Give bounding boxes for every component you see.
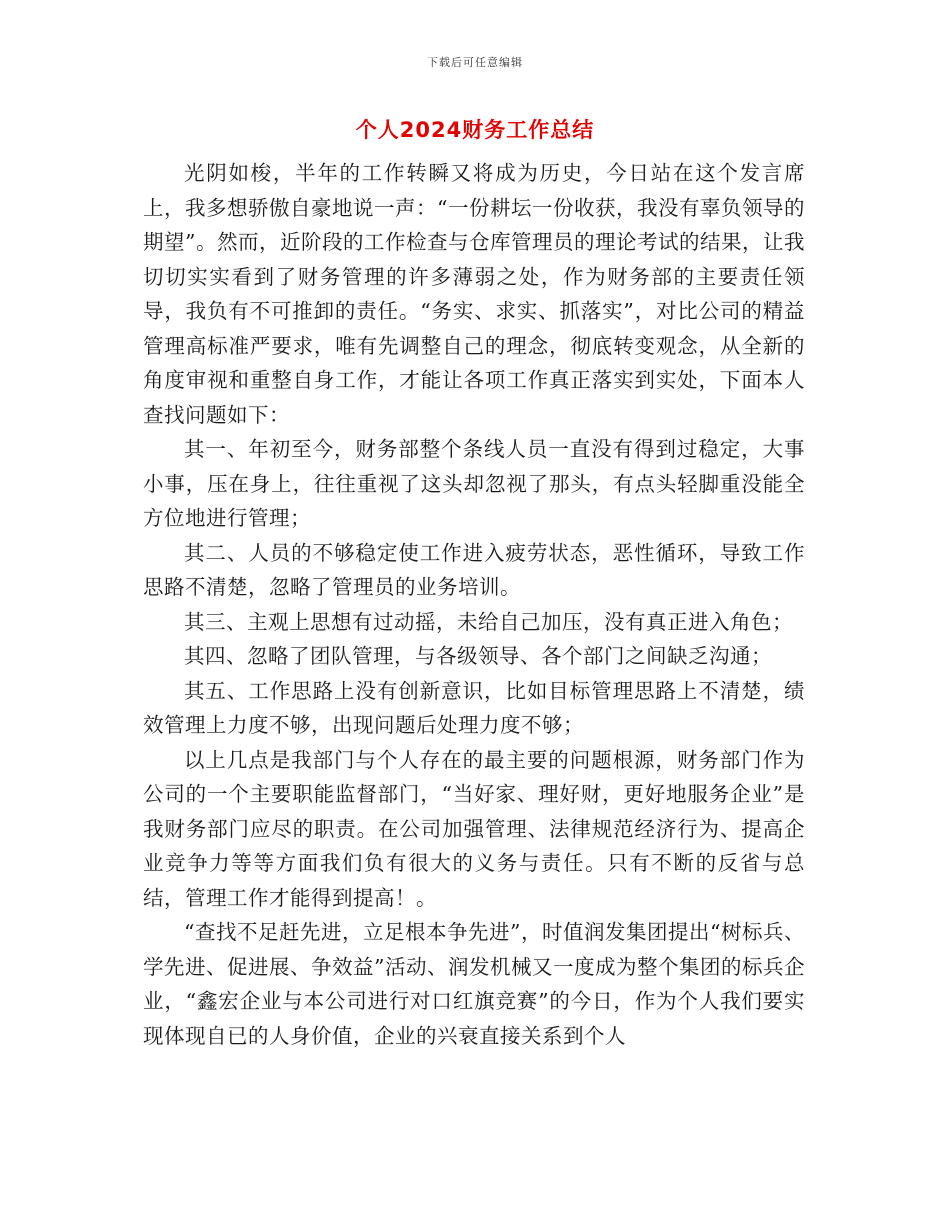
paragraph: 其五、工作思路上没有创新意识，比如目标管理思路上不清楚，绩效管理上力度不够，出现问题后处理力度不够； bbox=[143, 678, 805, 737]
paragraph: 其四、忽略了团队管理，与各级领导、各个部门之间缺乏沟通； bbox=[184, 644, 772, 668]
paragraph: 光阴如梭，半年的工作转瞬又将成为历史，今日站在这个发言席上，我多想骄傲自豪地说一声：“一份耕坛一份收获，我没有辜负领导的期望”。然而，近阶段的工作检查与仓库管理员的理论考试的结果，让我切切实实看到了财务管理的许多薄弱之处，作为财务部的主要责任领导，我负有不可推卸的责任。“务实、求实、抓落实”，对比公司的精益管理高标准严要求，唯有先调整自己的理念，彻底转变观念，从全新的角度审视和重整自身工作，才能让各项工作真正落实到实处，下面本人查找问题如下： bbox=[143, 161, 805, 427]
paragraph: “查找不足赶先进，立足根本争先进”，时值润发集团提出“树标兵、学先进、促进展、争效益”活动、润发机械又一度成为整个集团的标兵企业，“鑫宏企业与本公司进行对口红旗竞赛”的今日，作为个人我们要实现体现自已的人身价值，企业的兴衰直接关系到个人 bbox=[143, 920, 805, 1048]
paragraph: 以上几点是我部门与个人存在的最主要的问题根源，财务部门作为公司的一个主要职能监督部门，“当好家、理好财，更好地服务企业”是我财务部门应尽的职责。在公司加强管理、法律规范经济行为、提高企业竞争力等等方面我们负有很大的义务与责任。只有不断的反省与总结，管理工作才能得到提高！。 bbox=[143, 747, 805, 910]
paragraph: 其一、年初至今，财务部整个条线人员一直没有得到过稳定，大事小事，压在身上，往往重视了这头却忽视了那头，有点头轻脚重没能全方位地进行管理； bbox=[143, 437, 805, 530]
header-note: 下载后可任意编辑 bbox=[427, 56, 523, 69]
paragraph: 其二、人员的不够稳定使工作进入疲劳状态，恶性循环，导致工作思路不清楚，忽略了管理员的业务培训。 bbox=[143, 540, 805, 599]
paragraph: 其三、主观上思想有过动摇，未给自己加压，没有真正进入角色； bbox=[184, 609, 793, 634]
document-body bbox=[143, 156, 805, 1053]
document-title: 个人2024财务工作总结 bbox=[355, 118, 595, 142]
